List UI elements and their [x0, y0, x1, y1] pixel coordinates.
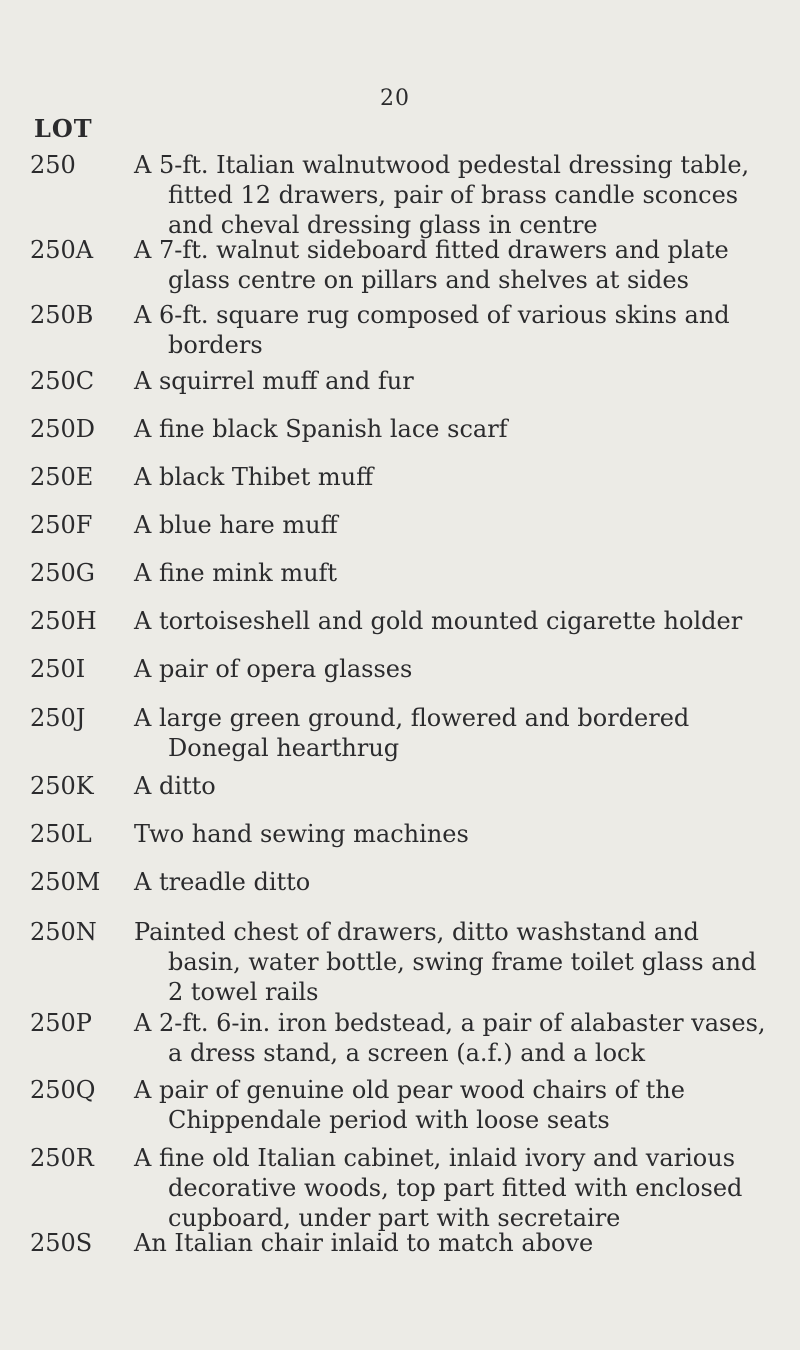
lot-description-line: fitted 12 drawers, pair of brass candle sconces: [168, 181, 739, 209]
lot-description-line: decorative woods, top part fitted with enclosed: [168, 1174, 743, 1202]
lot-description-line: A large green ground, flowered and bordered: [134, 704, 690, 732]
lot-description-line: 2 towel rails: [168, 978, 319, 1006]
lot-description: [134, 414, 793, 444]
lot-description: [134, 462, 793, 492]
lot-description-line: and cheval dressing glass in centre: [168, 211, 598, 239]
lot-description-line: basin, water bottle, swing frame toilet glass and: [168, 948, 757, 976]
lot-description: [134, 1008, 793, 1068]
lot-description-line: Donegal hearthrug: [168, 734, 400, 762]
lot-description-line: Two hand sewing machines: [134, 820, 469, 848]
lot-description: [134, 235, 793, 295]
lot-description: [134, 366, 793, 396]
lot-number: 250D: [30, 415, 96, 443]
lot-description-line: Painted chest of drawers, ditto washstand and: [134, 918, 699, 946]
lot-description: [134, 1228, 793, 1258]
lot-description-line: A treadle ditto: [134, 868, 311, 896]
lot-number: 250A: [30, 236, 94, 264]
lot-description-line: A 2-ft. 6-in. iron bedstead, a pair of alabaster vases,: [134, 1009, 766, 1037]
lot-description: [134, 867, 793, 897]
lot-description-line: A pair of opera glasses: [134, 655, 413, 683]
page-number: 20: [380, 86, 410, 111]
lot-description: [134, 510, 793, 540]
lot-description: [134, 606, 793, 636]
lot-description-line: A pair of genuine old pear wood chairs of the: [134, 1076, 685, 1104]
lot-column-header: LOT: [34, 114, 93, 143]
lot-description-line: A black Thibet muff: [134, 463, 374, 491]
lot-description-line: An Italian chair inlaid to match above: [134, 1229, 594, 1257]
lot-description-line: A tortoiseshell and gold mounted cigarette holder: [134, 607, 743, 635]
lot-description-line: A 6-ft. square rug composed of various skins and: [134, 301, 730, 329]
lot-number: 250H: [30, 607, 97, 635]
lot-description-line: A fine black Spanish lace scarf: [134, 415, 508, 443]
lot-description-line: Chippendale period with loose seats: [168, 1106, 610, 1134]
lot-description-line: A ditto: [134, 772, 216, 800]
lot-number: 250F: [30, 511, 93, 539]
lot-description: [134, 150, 793, 240]
lot-number: 250: [30, 151, 76, 179]
lot-description-line: A 5-ft. Italian walnutwood pedestal dressing table,: [134, 151, 750, 179]
lot-number: 250B: [30, 301, 94, 329]
lot-description-line: a dress stand, a screen (a.f.) and a lock: [168, 1039, 645, 1067]
lot-number: 250E: [30, 463, 94, 491]
lot-description: [134, 917, 793, 1007]
lot-description-line: A fine mink muft: [134, 559, 338, 587]
lot-description-line: glass centre on pillars and shelves at sides: [168, 266, 689, 294]
lot-description-line: cupboard, under part with secretaire: [168, 1204, 621, 1232]
lot-number: 250S: [30, 1229, 93, 1257]
lot-number: 250L: [30, 820, 92, 848]
lot-description-line: A blue hare muff: [134, 511, 338, 539]
lot-number: 250Q: [30, 1076, 96, 1104]
lot-description-line: borders: [168, 331, 263, 359]
lot-description: [134, 558, 793, 588]
lot-description-line: A fine old Italian cabinet, inlaid ivory and various: [134, 1144, 736, 1172]
lot-number: 250K: [30, 772, 94, 800]
lot-description: [134, 771, 793, 801]
lot-description-line: A squirrel muff and fur: [134, 367, 414, 395]
lot-description: [134, 654, 793, 684]
lot-description: [134, 300, 793, 360]
lot-description: [134, 703, 793, 763]
lot-description: [134, 1143, 793, 1233]
lot-description-line: A 7-ft. walnut sideboard fitted drawers and plate: [134, 236, 729, 264]
lot-description: [134, 819, 793, 849]
lot-number: 250M: [30, 868, 101, 896]
lot-number: 250P: [30, 1009, 92, 1037]
lot-number: 250I: [30, 655, 86, 683]
lot-number: 250C: [30, 367, 95, 395]
lot-number: 250N: [30, 918, 97, 946]
lot-description: [134, 1075, 793, 1135]
lot-number: 250J: [30, 704, 86, 732]
lot-number: 250R: [30, 1144, 94, 1172]
lot-number: 250G: [30, 559, 95, 587]
